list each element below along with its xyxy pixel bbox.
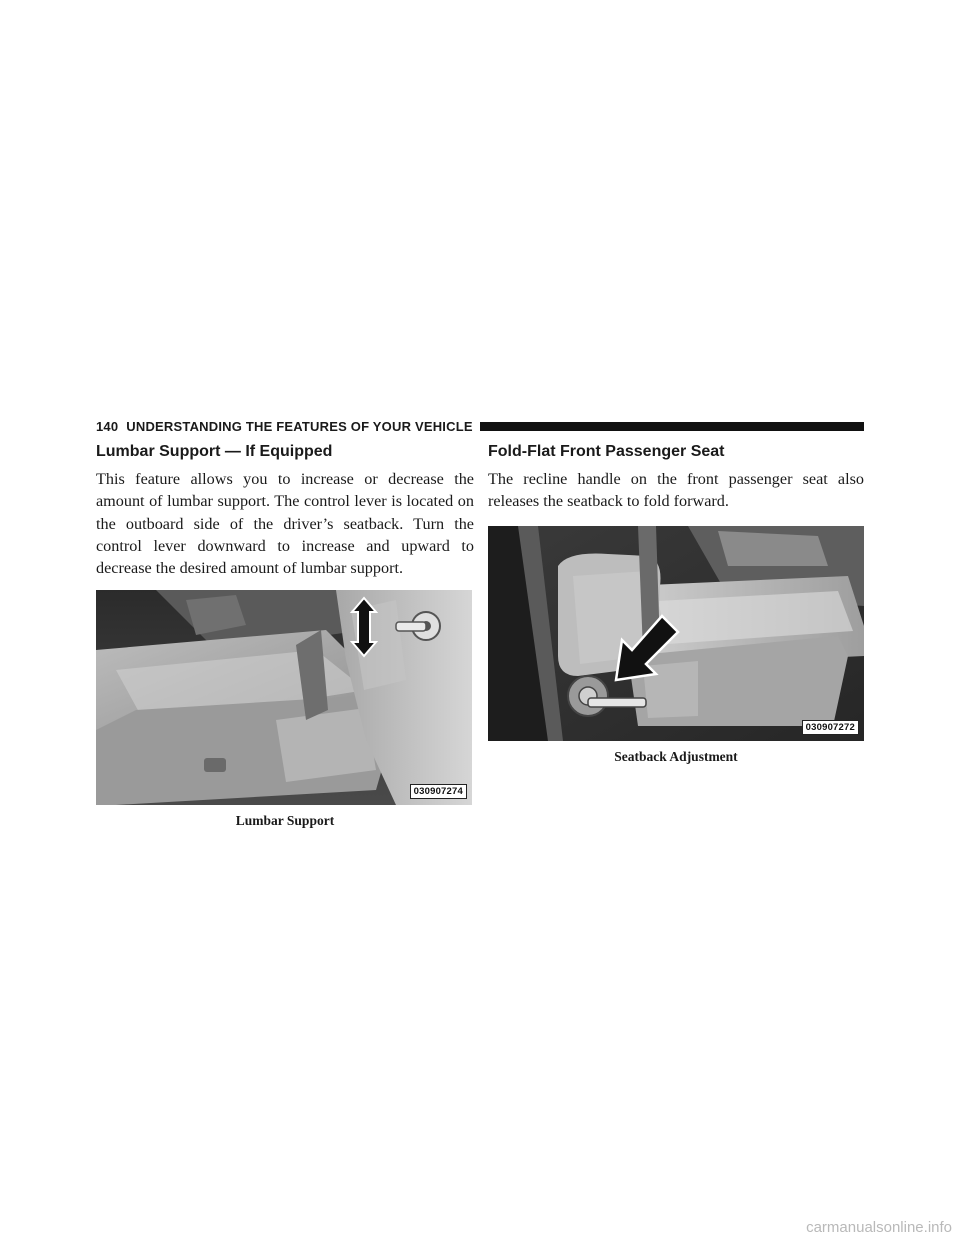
page-header (96, 418, 864, 434)
watermark: carmanualsonline.info (806, 1219, 952, 1236)
figure-code: 030907274 (410, 784, 467, 799)
seatback-caption: Seatback Adjustment (614, 748, 738, 764)
seatback-seat-illustration (488, 526, 864, 741)
figure-code: 030907272 (802, 720, 859, 735)
page-number: 140 (96, 418, 119, 434)
seatback-figure (488, 526, 864, 765)
lumbar-support-photo (96, 590, 472, 805)
lumbar-support-caption: Lumbar Support (235, 813, 335, 829)
lumbar-seat-illustration (96, 590, 472, 805)
lumbar-support-text: This feature allows you to increase or decrease the amount of lumbar support. The control lever is located on the outboard side of the driver’s seatback. Turn the control lever downward to increase and upward to decrease the desired amount of lumbar support. (96, 470, 474, 578)
fold-flat-heading: Fold-Flat Front Passenger Seat (488, 443, 725, 460)
left-column (96, 442, 474, 829)
lumbar-support-heading: Lumbar Support — If Equipped (96, 443, 333, 460)
running-head: UNDERSTANDING THE FEATURES OF YOUR VEHICLE (126, 418, 473, 434)
lumbar-support-figure (96, 590, 474, 829)
right-column (488, 442, 864, 765)
fold-flat-text: The recline handle on the front passenger seat also releases the seatback to fold forward. (488, 470, 864, 511)
seatback-photo (488, 526, 864, 741)
header-rule (480, 422, 864, 431)
